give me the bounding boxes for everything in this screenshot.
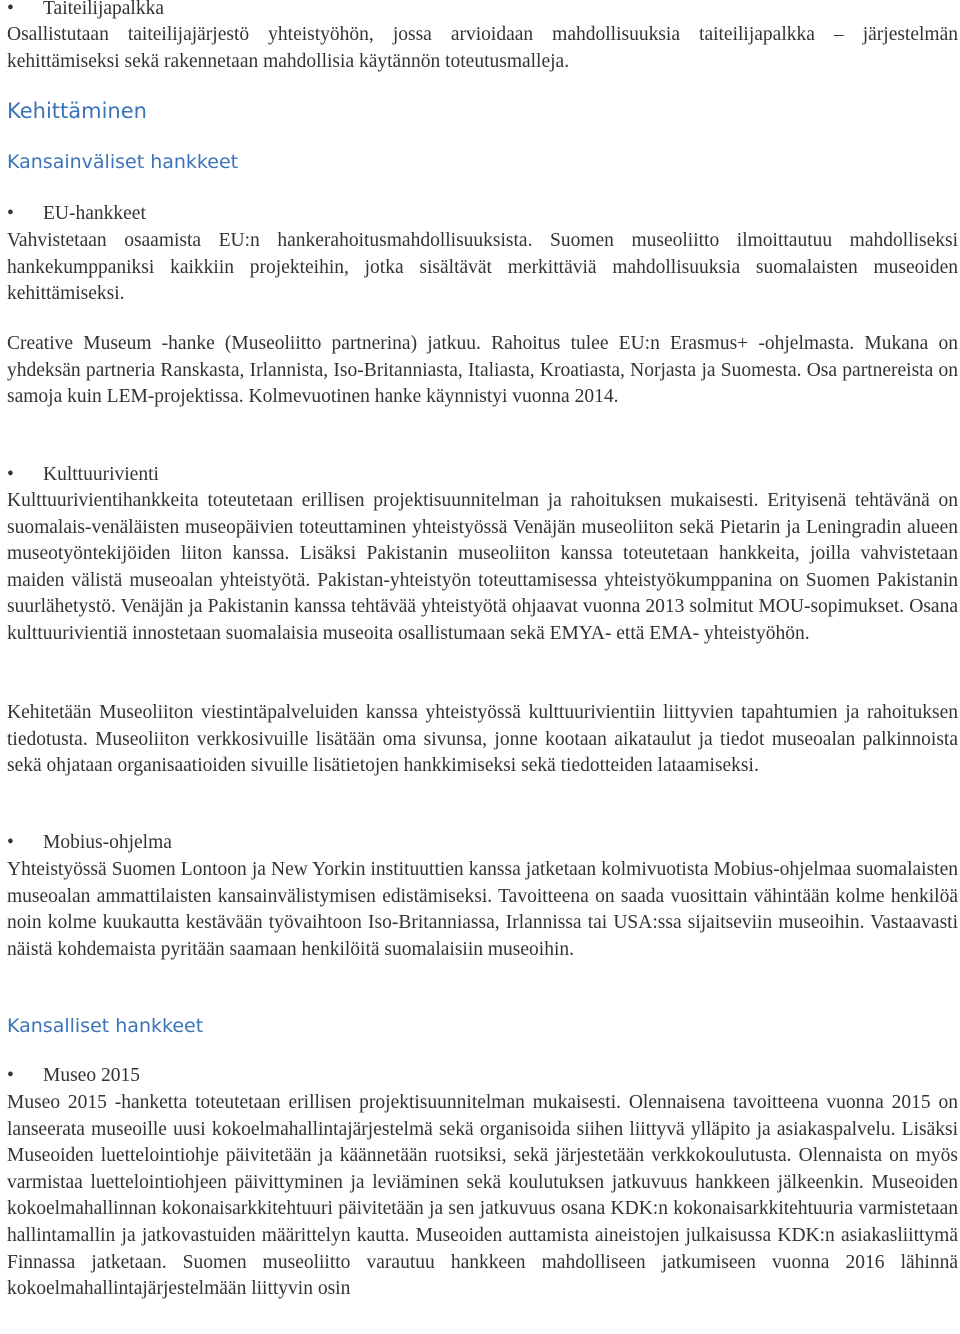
bullet-marker: • bbox=[7, 203, 14, 224]
paragraph-kulttuurivienti-2: Kehitetään Museoliiton viestintäpalveluiden kanssa yhteistyössä kulttuurivientiin liittyvien tapahtumien ja rahoituksen tiedotusta. Museoliiton verkkosivuille lisätään oma sivunsa, jonne kootaan aikataulut ja tiedot museoalan palkinnoista sekä ohjataan organisaatioiden sivuille lisätietojen hankkimiseksi sekä tiedotteiden lataamiseksi. bbox=[7, 702, 958, 777]
paragraph-eu-hankkeet-1: Vahvistetaan osaamista EU:n hankerahoitusmahdollisuuksista. Suomen museoliitto ilmoittautuu mahdolliseksi hankekumppaniksi kaikkiin projekteihin, jotka sisältävät merkittäviä mahdollisuuksia suomalaisten museoiden kehittämiseksi. bbox=[7, 230, 958, 305]
bullet-marker: • bbox=[7, 0, 14, 19]
paragraph-kulttuurivienti-1: Kulttuurivientihankkeita toteutetaan erillisen projektisuunnitelman ja rahoituksen mukaisesti. Erityisenä tehtävänä on suomalais-venäläisten museopäivien toteuttaminen yhteistyössä Venäjän museoliiton sekä Pietarin ja Leningradin alueen museotyöntekijöiden liiton kanssa. Lisäksi Pakistanin museoliiton kanssa toteutetaan hankkeita, joilla vahvistetaan maiden välistä museoalan yhteistyötä. Pakistan-yhteistyön toteuttamisessa yhteistyökumppanina on Suomen Pakistanin suurlähetystö. Venäjän ja Pakistanin kanssa tehtävää yhteistyötä ohjaavat vuonna 2013 solmitut MOU-sopimukset. Osana kulttuurivientiä innostetaan suomalaisia museoita osallistumaan sekä EMYA- että EMA- yhteistyöhön. bbox=[7, 490, 958, 644]
bullet-marker: • bbox=[7, 832, 14, 853]
bullet-title: EU-hankkeet bbox=[43, 203, 146, 224]
bullet-mobius-ohjelma bbox=[7, 830, 172, 857]
paragraph-museo-2015: Museo 2015 -hanketta toteutetaan erillisen projektisuunnitelman mukaisesti. Olennaisena tavoitteena vuonna 2015 on lanseerata museoille uusi kokoelmahallintajärjestelmä sekä organisoida siihen liittyvä ylläpito ja asiakaspalvelu. Lisäksi Museoiden luettelointiohje päivitetään ja käännetään ruotsiksi, sekä järjestetään verkkokoulutusta. Olennaista on myös varmistaa luettelointiohjeen päivittyminen ja leviäminen sekä koulutuksen jatkuvuus hankkeen jälkeenkin. Museoiden kokoelmahallinnan kokonaisarkkitehtuuri päivitetään ja sen jatkuvuus osana KDK:n kokonaisarkkitehtuuria varmistetaan hallintamallin ja jatkovastuiden määrittelyn kautta. Museoiden auttamista aineistojen julkaisussa KDK:n asiakasliittymä Finnassa jatketaan. Suomen museoliitto varautuu hankkeen mahdolliseen jatkumiseen vuonna 2016 lähinnä kokoelmahallintajärjestelmään liittyvin osin bbox=[7, 1092, 958, 1300]
subheading-kansainvaliset-hankkeet: Kansainväliset hankkeet bbox=[7, 151, 239, 173]
bullet-taiteilijapalkka bbox=[7, 0, 164, 23]
bullet-kulttuurivienti bbox=[7, 462, 159, 489]
bullet-eu-hankkeet bbox=[7, 201, 146, 228]
paragraph-taiteilijapalkka: Osallistutaan taiteilijajärjestö yhteistyöhön, jossa arvioidaan mahdollisuuksia taiteilijapalkka – järjestelmän kehittämiseksi sekä rakennetaan mahdollisia käytännön toteutusmalleja. bbox=[7, 24, 958, 72]
bullet-museo-2015 bbox=[7, 1063, 140, 1090]
paragraph-eu-hankkeet-2: Creative Museum -hanke (Museoliitto partnerina) jatkuu. Rahoitus tulee EU:n Erasmus+ -ohjelmasta. Mukana on yhdeksän partneria Ranskasta, Irlannista, Iso-Britanniasta, Italiasta, Kroatiasta, Norjasta ja Suomesta. Osa partnereista on samoja kuin LEM-projektissa. Kolmevuotinen hanke käynnistyi vuonna 2014. bbox=[7, 333, 958, 408]
bullet-title: Taiteilijapalkka bbox=[43, 0, 164, 19]
paragraph-mobius: Yhteistyössä Suomen Lontoon ja New Yorkin instituuttien kanssa jatketaan kolmivuotista Mobius-ohjelmaa suomalaisten museoalan ammattilaisten kansainvälistymisen edistämiseksi. Tavoitteena on saada vuosittain vähintään kolme henkilöä noin kolme kuukautta kestävään työvaihtoon Iso-Britanniassa, Irlannissa tai USA:ssa sijaitseviin museoihin. Vastaavasti näistä kohdemaista pyritään saamaan henkilöitä suomalaisiin museoihin. bbox=[7, 859, 958, 960]
bullet-marker: • bbox=[7, 1065, 14, 1086]
bullet-title: Museo 2015 bbox=[43, 1065, 140, 1086]
bullet-marker: • bbox=[7, 464, 14, 485]
bullet-title: Kulttuurivienti bbox=[43, 464, 159, 485]
section-heading-kehittaminen: Kehittäminen bbox=[7, 99, 147, 123]
bullet-title: Mobius-ohjelma bbox=[43, 832, 172, 853]
subheading-kansalliset-hankkeet: Kansalliset hankkeet bbox=[7, 1015, 204, 1037]
